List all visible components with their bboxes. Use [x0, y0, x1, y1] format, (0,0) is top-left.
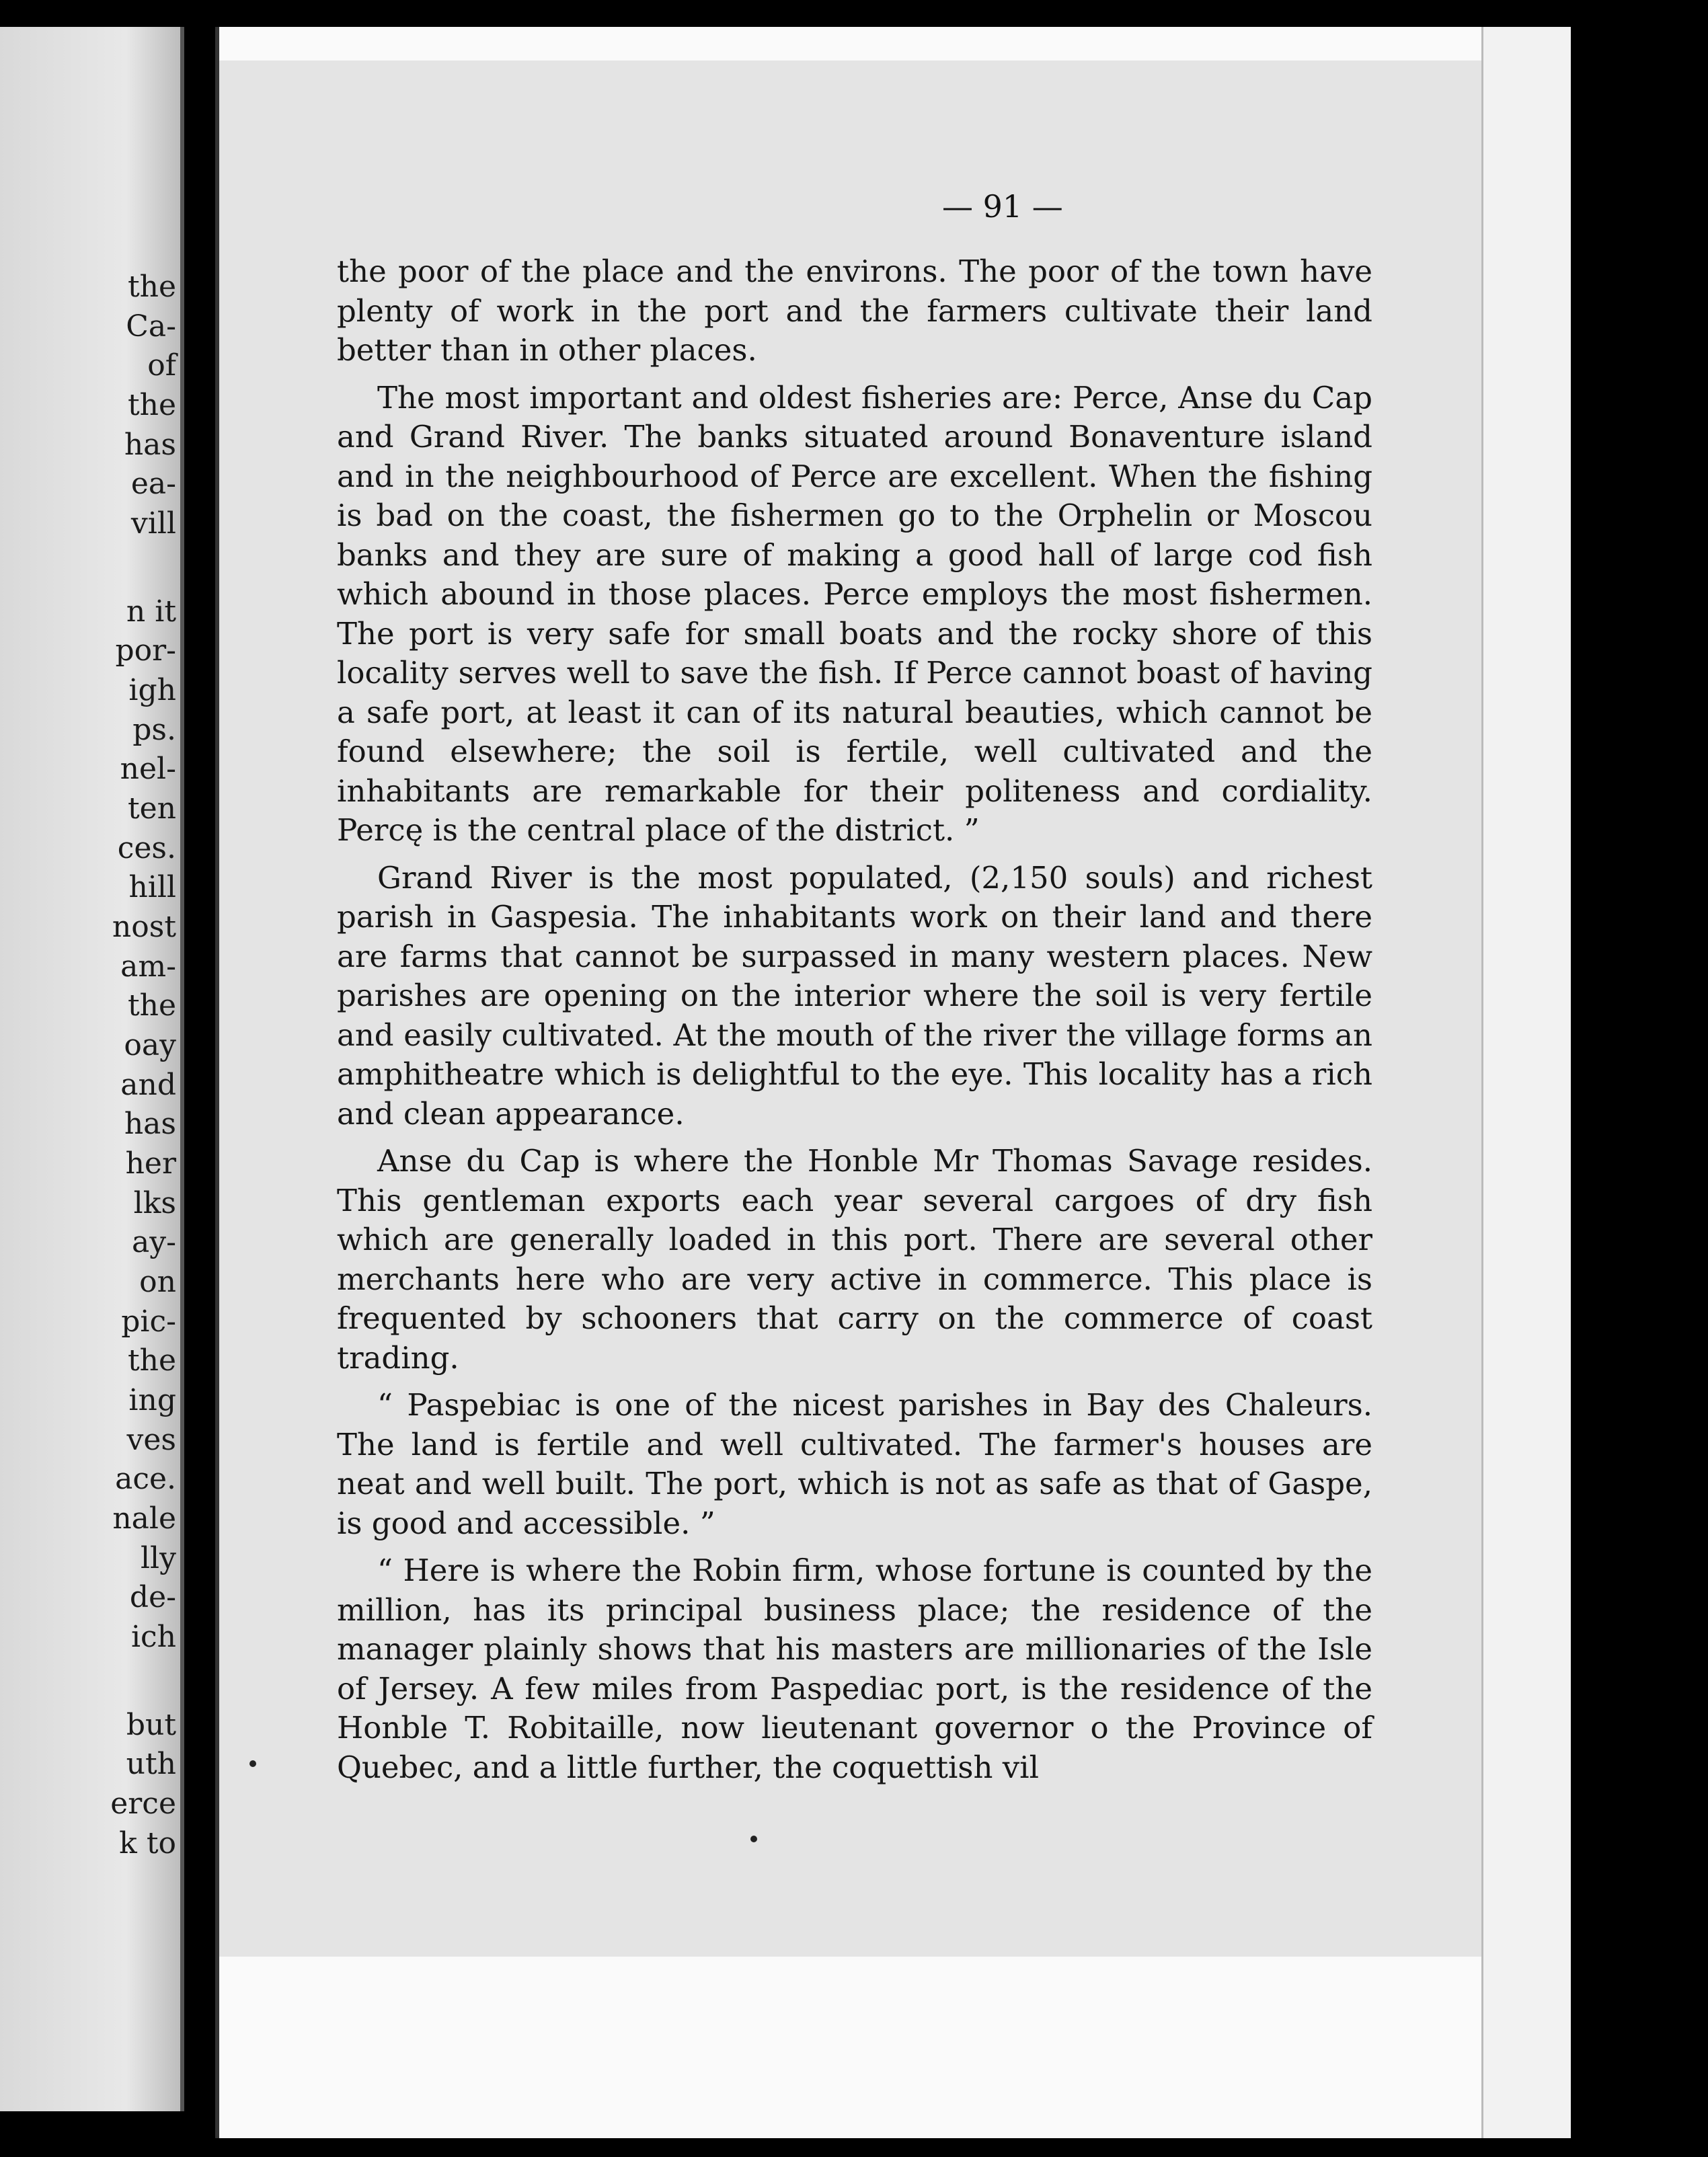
left-page-line: the [127, 1343, 176, 1378]
left-page-line: hill [128, 870, 176, 904]
left-page-line: vill [130, 506, 176, 541]
left-page-line: but [126, 1708, 176, 1742]
scanned-page [215, 27, 1571, 2138]
paragraph: “ Paspebiac is one of the nicest parishes in Bay des Chaleurs. The land is fertile and well cultivated. The farmer's houses are neat and well built. The port, which is not as safe as that of Gaspe, is good and accessible. ” [337, 1387, 1372, 1541]
left-page-line: oay [124, 1028, 176, 1062]
left-page-line: pic- [121, 1304, 176, 1339]
page-number: — 91 — [942, 188, 1063, 225]
page-edge-strip [1481, 27, 1571, 2138]
left-page-line: nel- [120, 752, 176, 786]
left-page-line: erce [110, 1787, 176, 1821]
left-page-line: the [127, 988, 176, 1023]
left-page-line: ces. [117, 831, 176, 865]
left-page-line: her [125, 1146, 176, 1181]
left-page-line: lly [140, 1541, 176, 1575]
paragraph: Grand River is the most populated, (2,150 souls) and richest parish in Gaspesia. The inhabitants work on their land and there are farms that cannot be surpassed in many western places. New parishes are opening on the interior where the soil is very fertile and easily cultivated. At the mouth of the river the village forms an amphitheatre which is delightful to the eye. This locality has a rich and clean appearance. [337, 859, 1372, 1132]
paragraph: Anse du Cap is where the Honble Mr Thomas Savage resides. This gentleman exports each year several cargoes of dry fish which are generally loaded in this port. There are several other merchants here who are very active in commerce. This place is frequented by schooners that carry on the commerce of coast trading. [337, 1143, 1372, 1376]
left-page-line: of [147, 348, 176, 383]
paragraph: “ Here is where the Robin firm, whose fortune is counted by the million, has its principal business place; the residence of the manager plainly shows that his masters are millionaries of the Isle of Jersey. A few miles from Paspediac port, is the residence of the Honble T. Robitaille, now lieutenant governor o the Province of Quebec, and a little further, the coquettish vil [337, 1553, 1372, 1785]
left-page-line: uth [126, 1747, 176, 1781]
left-page-line: n it [126, 594, 176, 629]
left-page-line: igh [128, 673, 176, 707]
left-page-line: de- [129, 1580, 176, 1614]
paragraph: The most important and oldest fisheries are: Perce, Anse du Cap and Grand River. The banks situated around Bonaventure island and in the neighbourhood of Perce are excellent. When the fishing is bad on the coast, the fishermen go to the Orphelin or Moscou banks and they are sure of making a good hall of large cod fish which abound in those places. Perce employs the most fishermen. The port is very safe for small boats and the rocky shore of this locality serves well to save the fish. If Perce cannot boast of having a safe port, at least it can of its natural beauties, which cannot be found elsewhere; the soil is fertile, well cultivated and the inhabitants are remarkable for their politeness and cordiality. Percę is the central place of the district. ” [337, 379, 1372, 848]
scan-speck [249, 1760, 256, 1767]
left-page-line: Ca- [126, 309, 176, 344]
left-page-line: and [120, 1068, 176, 1102]
left-page-line: ace. [115, 1462, 176, 1496]
left-page-line: has [124, 428, 176, 462]
left-page-line: the [127, 388, 176, 422]
left-page-line: por- [115, 633, 176, 668]
previous-page-edge [0, 27, 184, 2111]
left-page-line: k to [119, 1826, 176, 1860]
left-page-line: nost [112, 910, 176, 944]
left-page-line: ves [126, 1423, 176, 1457]
left-page-line: ten [127, 791, 176, 826]
left-page-line: ich [130, 1620, 176, 1654]
left-page-line: ing [128, 1383, 176, 1417]
left-page-line: lks [133, 1186, 176, 1220]
left-page-line: nale [112, 1501, 176, 1536]
left-page-line: the [127, 270, 176, 304]
left-page-line: ps. [132, 713, 176, 747]
body-text [337, 252, 1372, 1795]
scan-speck [750, 1836, 757, 1842]
paragraph: the poor of the place and the environs. The poor of the town have plenty of work in the port and the farmers cultivate their land better than in other places. [337, 253, 1372, 368]
left-page-line: on [139, 1265, 176, 1299]
left-page-line: ay- [132, 1225, 176, 1259]
left-page-line: has [124, 1107, 176, 1141]
left-page-line: am- [120, 949, 176, 984]
left-page-line: ea- [130, 467, 176, 501]
